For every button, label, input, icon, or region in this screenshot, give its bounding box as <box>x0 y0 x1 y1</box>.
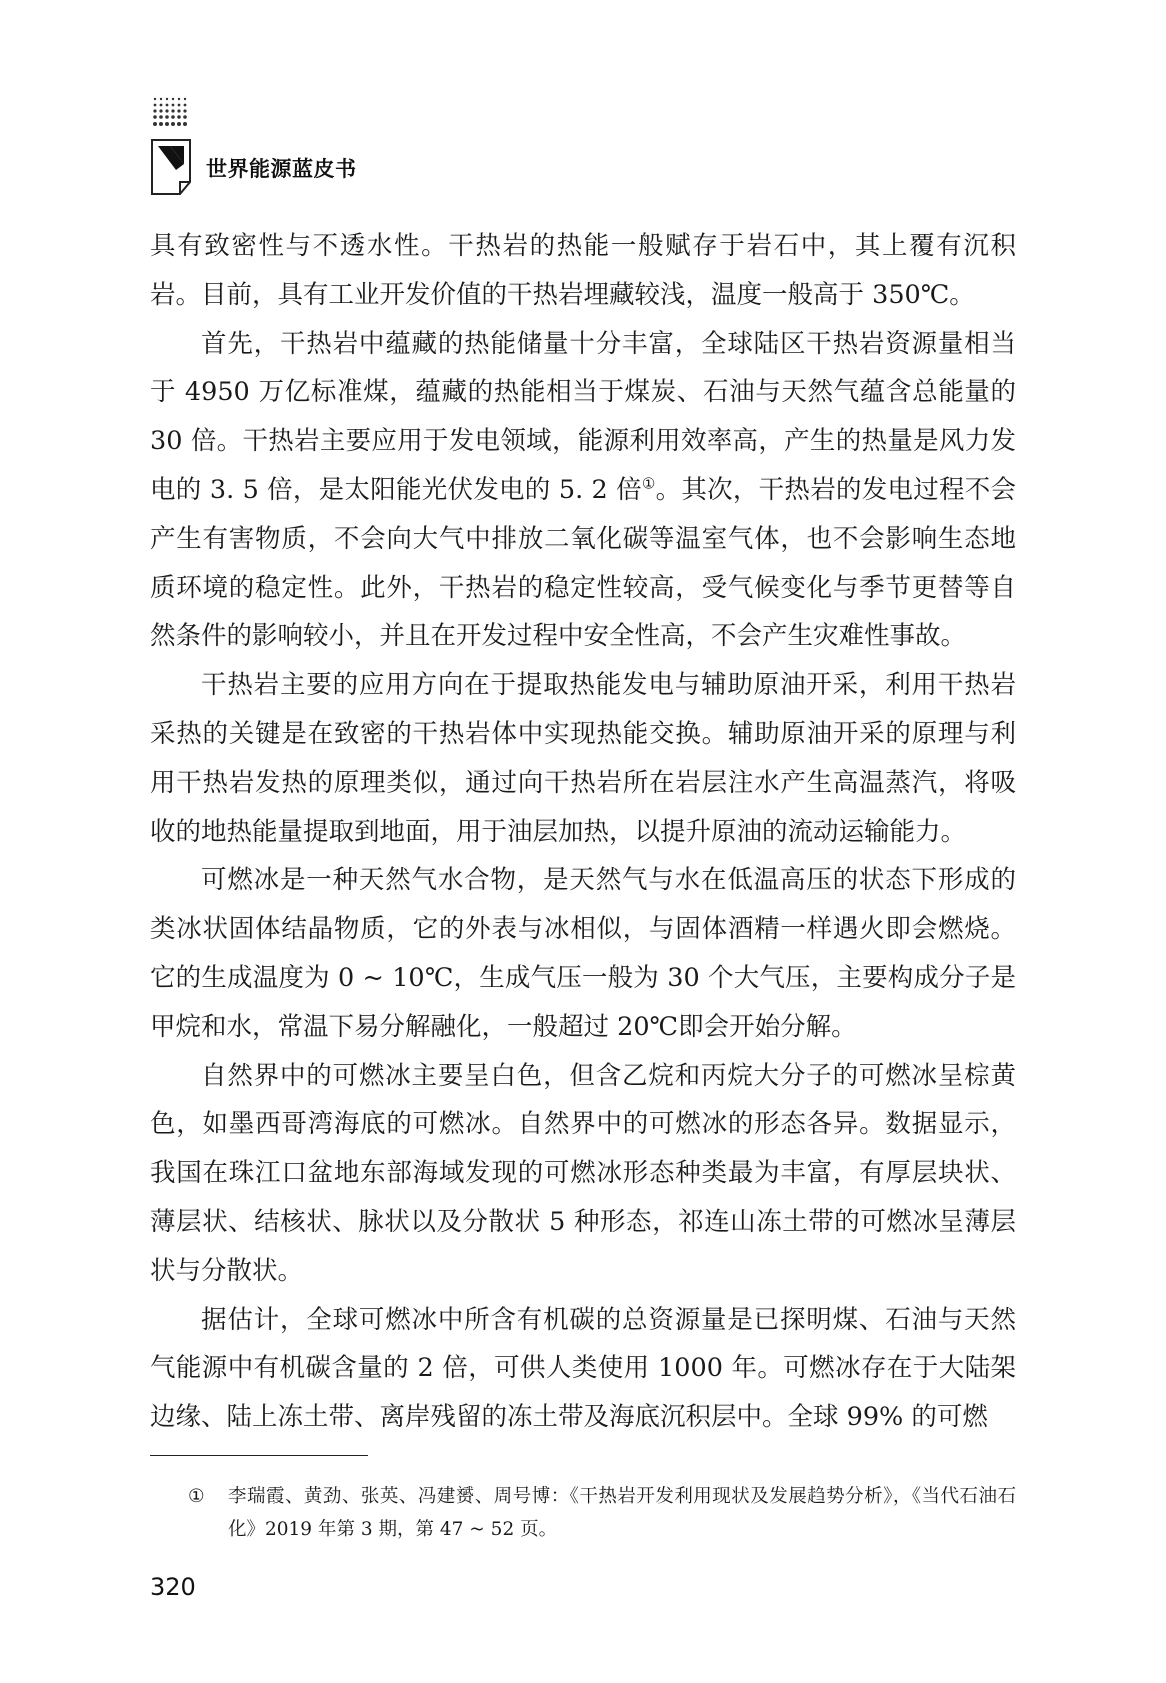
footnote-number: ① <box>188 1486 205 1507</box>
body-text <box>150 222 1016 1442</box>
footnote <box>150 1480 1016 1546</box>
paragraph-text: 。其次，干热岩的发电过程不会产生有害物质，不会向大气中排放二氧化碳等温室气体，也不会影响生态地质环境的稳定性。此外，干热岩的稳定性较高，受气候变化与季节更替等自然条件的影响较小，并且在开发过程中安全性高，不会产生灾难性事故。 <box>150 474 1016 652</box>
paragraph: 可燃冰是一种天然气水合物，是天然气与水在低温高压的状态下形成的类冰状固体结晶物质，它的外表与冰相似，与固体酒精一样遇火即会燃烧。它的生成温度为 0 ~ 10℃，生成气压一般为 30 个大气压，主要构成分子是甲烷和水，常温下易分解融化，一般超过 20℃即会开始分解。 <box>150 865 1016 1042</box>
bookmark-icon <box>150 138 194 196</box>
footnote-text: 李瑞霞、黄劲、张英、冯建赟、周号博：《干热岩开发利用现状及发展趋势分析》，《当代石油石化》2019 年第 3 期，第 47 ~ 52 页。 <box>228 1486 1016 1540</box>
page-number: 320 <box>150 1573 196 1601</box>
footnote-reference[interactable]: ① <box>641 474 656 493</box>
paragraph: 据估计，全球可燃冰中所含有机碳的总资源量是已探明煤、石油与天然气能源中有机碳含量的 2 倍，可供人类使用 1000 年。可燃冰存在于大陆架边缘、陆上冻土带、离岸残留的冻土带及海底沉积层中。全球 99% 的可燃 <box>150 1304 1016 1433</box>
book-title: 世界能源蓝皮书 <box>206 157 357 181</box>
paragraph <box>150 320 1016 662</box>
dot-grid-ornament <box>152 96 188 132</box>
paragraph: 具有致密性与不透水性。干热岩的热能一般赋存于岩石中，其上覆有沉积岩。目前，具有工业开发价值的干热岩埋藏较浅，温度一般高于 350℃。 <box>150 231 1016 310</box>
paragraph: 干热岩主要的应用方向在于提取热能发电与辅助原油开采，利用干热岩采热的关键是在致密的干热岩体中实现热能交换。辅助原油开采的原理与利用干热岩发热的原理类似，通过向干热岩所在岩层注水产生高温蒸汽，将吸收的地热能量提取到地面，用于油层加热，以提升原油的流动运输能力。 <box>150 670 1016 847</box>
running-header <box>150 96 410 196</box>
paragraph: 自然界中的可燃冰主要呈白色，但含乙烷和丙烷大分子的可燃冰呈棕黄色，如墨西哥湾海底的可燃冰。自然界中的可燃冰的形态各异。数据显示，我国在珠江口盆地东部海域发现的可燃冰形态种类最为丰富，有厚层块状、薄层状、结核状、脉状以及分散状 5 种形态，祁连山冻土带的可燃冰呈薄层状与分散状。 <box>150 1060 1016 1286</box>
paragraph-text: 首先，干热岩中蕴藏的热能储量十分丰富，全球陆区干热岩资源量相当于 4950 万亿标准煤，蕴藏的热能相当于煤炭、石油与天然气蕴含总能量的 30 倍。干热岩主要应用于发电领域，能源利用效率高，产生的热量是风力发电的 3. 5 倍，是太阳能光伏发电的 5. 2 倍 <box>150 328 1016 505</box>
footnote-divider <box>150 1455 368 1456</box>
